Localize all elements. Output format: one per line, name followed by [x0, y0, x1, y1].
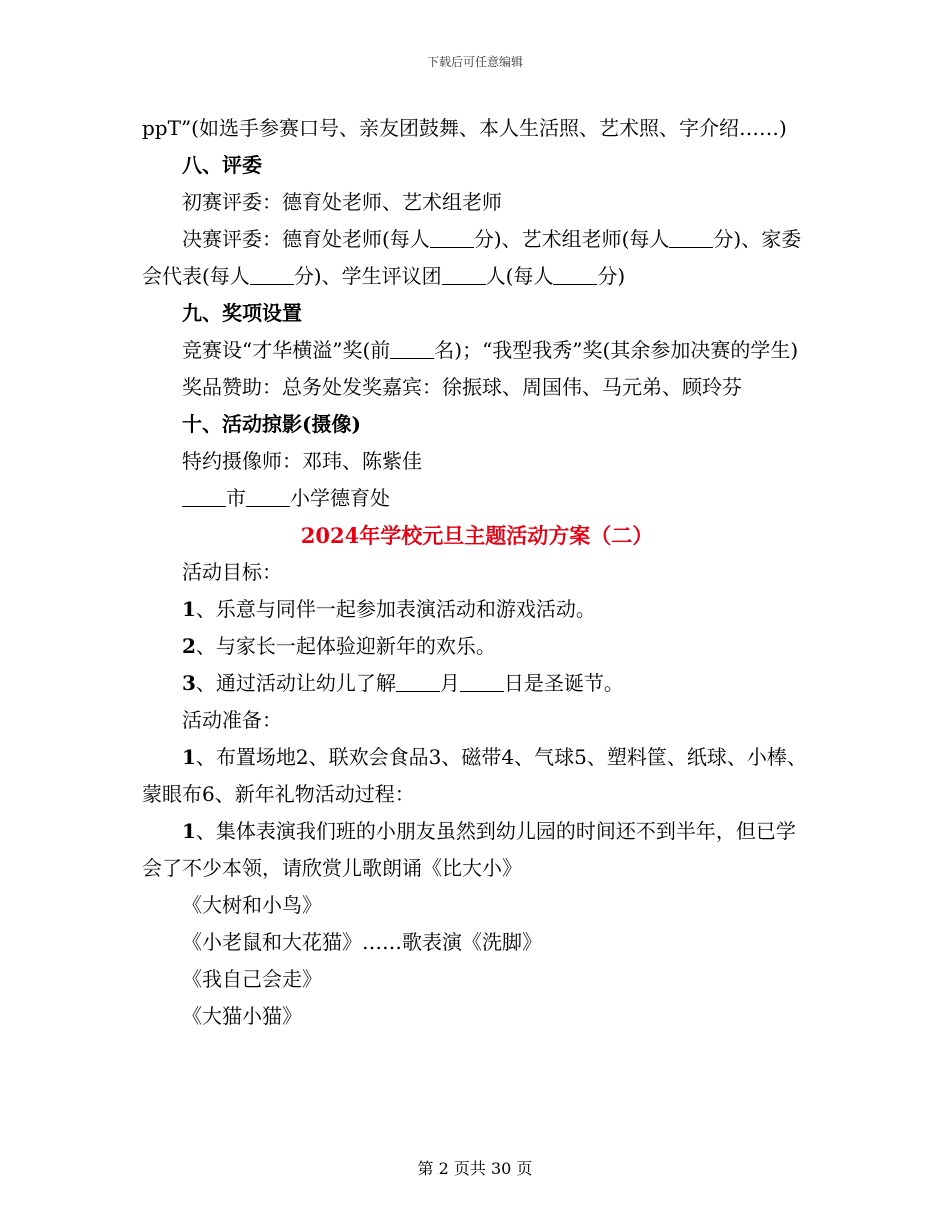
text-run: 名)；“我型我秀”奖(其余参加决赛的学生)	[434, 338, 799, 362]
paragraph	[142, 480, 812, 517]
text-run: 人(每人	[485, 264, 554, 288]
paragraph: 《小老鼠和大花猫》……歌表演《洗脚》	[182, 930, 542, 954]
list-item	[142, 665, 812, 702]
text-run: 、集体表演我们班的小朋友虽然到幼儿园的时间还不到半年，但已学会了不少本领，请欣赏儿歌朗诵《比大小》	[142, 819, 796, 880]
fill-blank	[390, 340, 434, 359]
fill-blank	[250, 266, 294, 285]
page-footer: 第 2 页共 30 页	[417, 1159, 533, 1178]
text-run: 月	[439, 671, 460, 695]
text-run: 、通过活动让幼儿了解	[195, 671, 396, 695]
paragraph: 《我自己会走》	[182, 967, 322, 991]
paragraph: 特约摄像师：邓玮、陈紫佳	[182, 449, 422, 473]
list-item	[142, 591, 812, 628]
item-number: 3	[182, 671, 196, 695]
section-heading-8: 八、评委	[182, 153, 262, 177]
list-item	[142, 739, 812, 813]
paragraph: ppT”(如选手参赛口号、亲友团鼓舞、本人生活照、艺术照、字介绍……)	[142, 116, 787, 140]
text-run: 、乐意与同伴一起参加表演活动和游戏活动。	[195, 597, 596, 621]
page-header: 下载后可任意编辑	[426, 55, 523, 69]
fill-blank	[430, 229, 474, 248]
paragraph: 初赛评委：德育处老师、艺术组老师	[182, 190, 502, 214]
paragraph: 《大猫小猫》	[182, 1004, 302, 1028]
text-run: 、与家长一起体验迎新年的欢乐。	[195, 634, 496, 658]
item-number: 1	[182, 745, 196, 769]
paragraph: 奖品赞助：总务处发奖嘉宾：徐振球、周国伟、马元弟、顾玲芬	[182, 375, 742, 399]
paragraph	[142, 332, 812, 369]
section-heading-9: 九、奖项设置	[182, 301, 302, 325]
fill-blank	[182, 488, 226, 507]
text-run: 分)	[597, 264, 626, 288]
item-number: 2	[182, 634, 196, 658]
text-run: 竞赛设“才华横溢”奖(前	[182, 338, 391, 362]
fill-blank	[442, 266, 486, 285]
text-run: 分)、家委会代表(每人	[142, 227, 802, 288]
paragraph: 活动准备：	[182, 708, 282, 732]
fill-blank	[669, 229, 713, 248]
list-item	[142, 628, 812, 665]
text-run: 分)、艺术组老师(每人	[473, 227, 670, 251]
document-body	[142, 110, 812, 1035]
paragraph	[142, 221, 812, 295]
section-heading-10: 十、活动掠影(摄像)	[182, 412, 361, 436]
paragraph: 活动目标：	[182, 560, 282, 584]
item-number: 1	[182, 819, 196, 843]
text-run: 决赛评委：德育处老师(每人	[182, 227, 430, 251]
fill-blank	[396, 673, 440, 692]
text-run: 、布置场地2、联欢会食品3、磁带4、气球5、塑料筐、纸球、小棒、蒙眼布6、新年礼物活动过程：	[142, 745, 807, 806]
fill-blank	[246, 488, 290, 507]
fill-blank	[553, 266, 597, 285]
text-run: 小学德育处	[290, 486, 390, 510]
section-title: 2024年学校元旦主题活动方案（二）	[300, 523, 654, 548]
list-item	[142, 813, 812, 887]
text-run: 市	[226, 486, 246, 510]
paragraph: 《大树和小鸟》	[182, 893, 322, 917]
text-run: 分)、学生评议团	[293, 264, 442, 288]
text-run: 日是圣诞节。	[503, 671, 624, 695]
fill-blank	[460, 673, 504, 692]
item-number: 1	[182, 597, 196, 621]
